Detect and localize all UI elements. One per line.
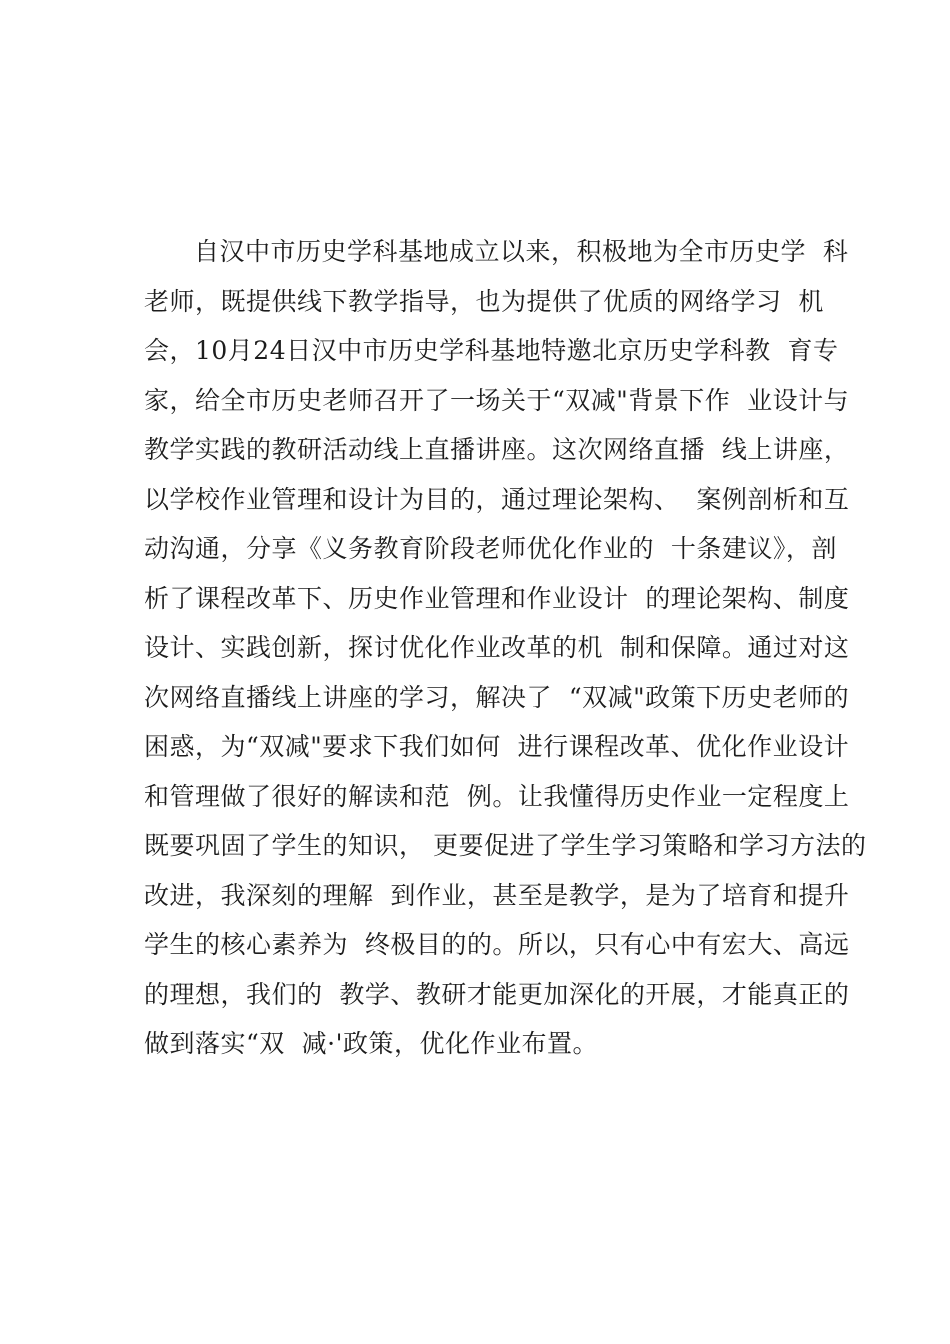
paragraph-line: 析了课程改革下、历史作业管理和作业设计 的理论架构、制度 [144,583,850,613]
paragraph-line: 老师，既提供线下教学指导，也为提供了优质的网络学习 机 [144,286,824,316]
paragraph-line: 设计、实践创新，探讨优化作业改革的机 制和保障。通过对这 [144,633,850,662]
paragraph-line: 做到落实“双 减·'政策，优化作业布置。 [144,1029,598,1058]
paragraph-line: 动沟通，分享《义务教育阶段老师优化作业的 十条建议》，剖 [144,534,837,563]
paragraph-line: 和管理做了很好的解读和范 例。让我懂得历史作业一定程度上 [144,781,850,811]
body-paragraph [144,232,867,1074]
paragraph-line: 既要巩固了学生的知识， 更要促进了学生学习策略和学习方法的 [144,831,867,860]
paragraph-line: 家，给全市历史老师召开了一场关于“双减"背景下作 业设计与 [144,385,850,415]
paragraph-line: 以学校作业管理和设计为目的，通过理论架构、 案例剖析和互 [144,484,850,514]
paragraph-line: 教学实践的教研活动线上直播讲座。这次网络直播 线上讲座， [144,435,850,464]
paragraph-line: 学生的核心素养为 终极目的的。所以，只有心中有宏大、高远 [144,930,850,959]
paragraph-line: 的理想，我们的 教学、教研才能更加深化的开展，才能真正的 [144,979,850,1009]
paragraph-line: 次网络直播线上讲座的学习，解决了 “双减"政策下历史老师的 [144,682,850,712]
paragraph-line: 困惑，为“双减"要求下我们如何 进行课程改革、优化作业设计 [144,732,850,761]
paragraph-line: 自汉中市历史学科基地成立以来，积极地为全市历史学 科 [194,237,849,266]
paragraph-line: 改进，我深刻的理解 到作业，甚至是教学，是为了培育和提升 [144,880,850,910]
paragraph-line: 会，10月24日汉中市历史学科基地特邀北京历史学科教 育专 [144,336,839,365]
